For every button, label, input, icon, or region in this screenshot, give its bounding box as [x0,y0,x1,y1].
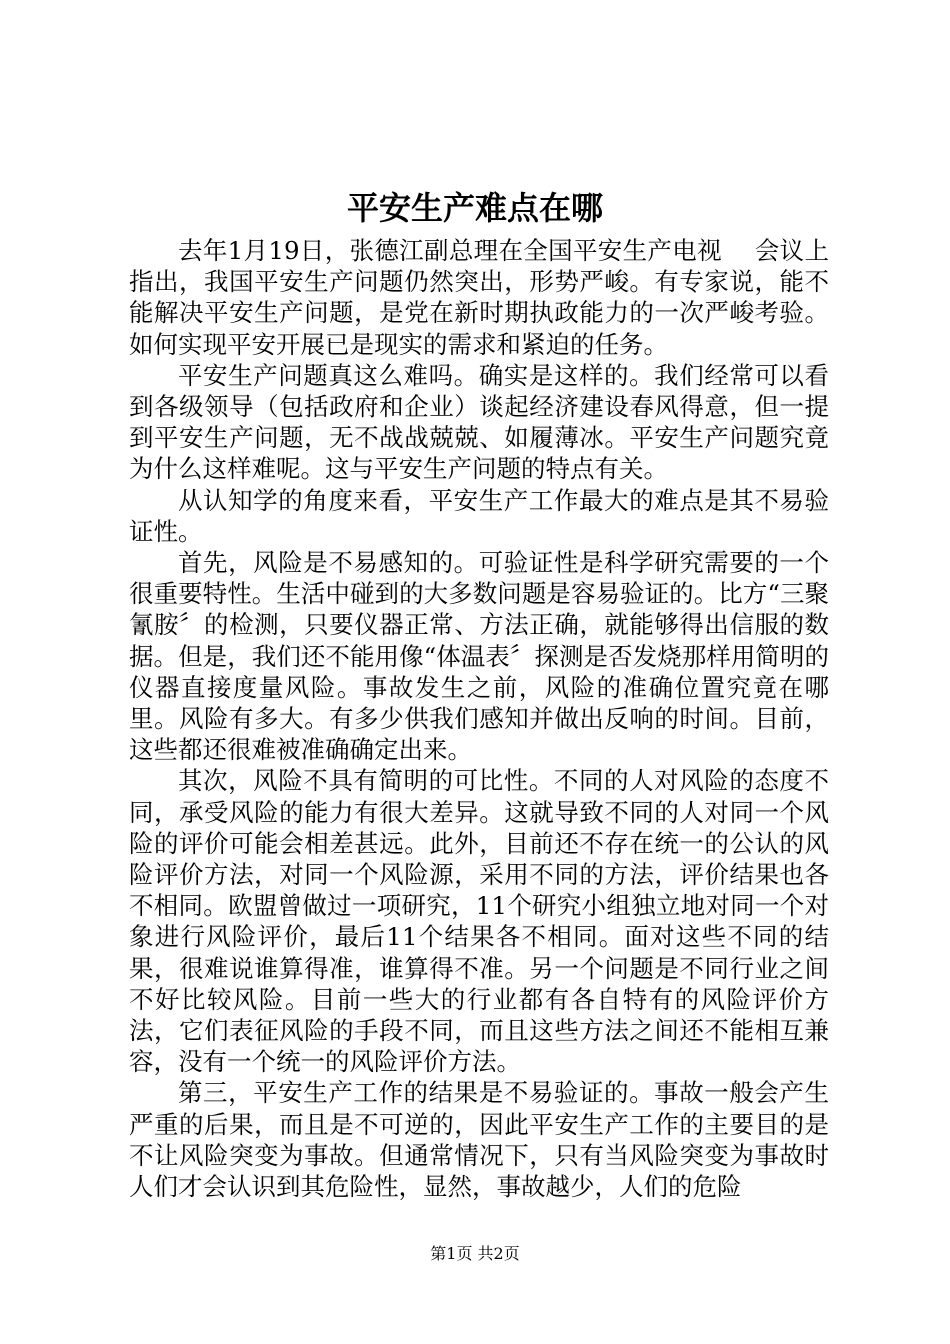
paragraph-2: 平安生产问题真这么难吗。确实是这样的。我们经常可以看到各级领导（包括政府和企业）谈起经济建设春风得意，但一提到平安生产问题，无不战战兢兢、如履薄冰。平安生产问题究竟为什么这样难呢。这与平安生产问题的特点有关。 [129,360,829,484]
paragraph-3: 从认知学的角度来看，平安生产工作最大的难点是其不易验证性。 [129,485,829,546]
page-number-footer: 第1页 共2页 [430,1244,520,1263]
document-title: 平安生产难点在哪 [346,189,603,227]
paragraph-6: 第三，平安生产工作的结果是不易验证的。事故一般会产生严重的后果，而且是不可逆的，因此平安生产工作的主要目的是不让风险突变为事故。但通常情况下，只有当风险突变为事故时人们才会认识到其危险性，显然，事故越少，人们的危险 [129,1078,829,1202]
paragraph-1: 去年1月19日，张德江副总理在全国平安生产电视 会议上指出，我国平安生产问题仍然突出，形势严峻。有专家说，能不能解决平安生产问题，是党在新时期执政能力的一次严峻考验。如何实现平安开展已是现实的需求和紧迫的任务。 [129,236,829,359]
paragraph-5: 其次，风险不具有简明的可比性。不同的人对风险的态度不同，承受风险的能力有很大差异。这就导致不同的人对同一个风险的评价可能会相差甚远。此外，目前还不存在统一的公认的风险评价方法，对同一个风险源，采用不同的方法，评价结果也各不相同。欧盟曾做过一项研究，11个研究小组独立地对同一个对象进行风险评价，最后11个结果各不相同。面对这些不同的结果，很难说谁算得准，谁算得不准。另一个问题是不同行业之间不好比较风险。目前一些大的行业都有各自特有的风险评价方法，它们表征风险的手段不同，而且这些方法之间还不能相互兼容，没有一个统一的风险评价方法。 [129,766,829,1077]
document-body [129,235,829,1202]
paragraph-4: 首先，风险是不易感知的。可验证性是科学研究需要的一个很重要特性。生活中碰到的大多数问题是容易验证的。比方“三聚氰胺〞的检测，只要仪器正常、方法正确，就能够得出信服的数据。但是，我们还不能用像“体温表〞探测是否发烧那样用简明的仪器直接度量风险。事故发生之前，风险的准确位置究竟在哪里。风险有多大。有多少供我们感知并做出反响的时间。目前，这些都还很难被准确确定出来。 [129,548,829,765]
